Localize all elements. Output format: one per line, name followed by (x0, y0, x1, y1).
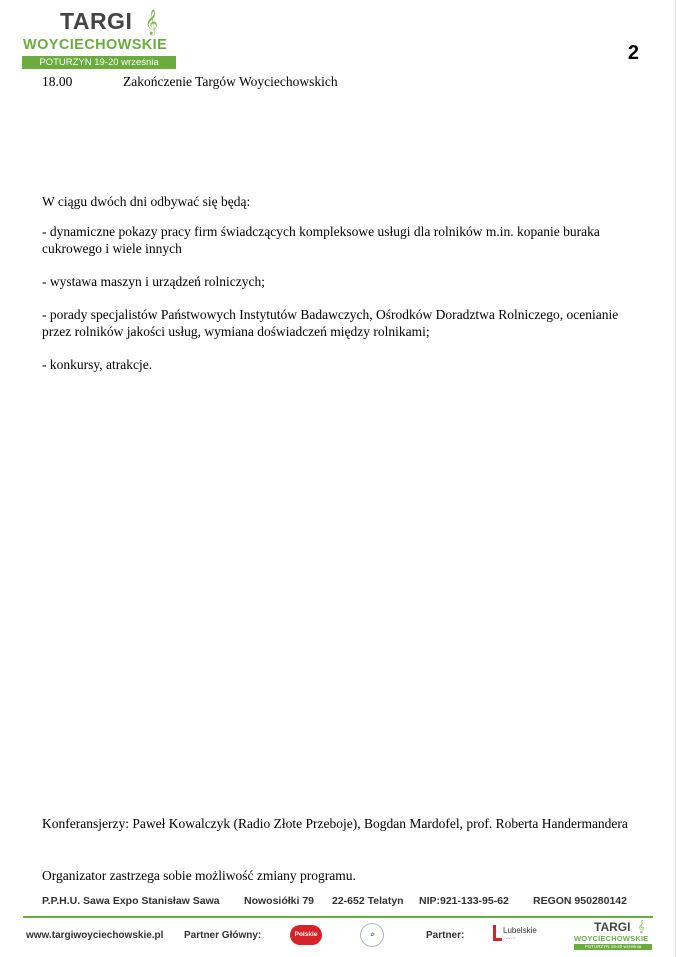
lubelskie-logo-mark (493, 925, 502, 941)
list-item: - konkursy, atrakcje. (42, 357, 153, 372)
company-postal: 22-652 Telatyn (332, 895, 404, 907)
organizer-note: Organizator zastrzega sobie możliwość zmiany programu. (42, 868, 356, 883)
targi-footer-logo (574, 920, 654, 950)
list-item: - wystawa maszyn i urządzeń rolniczych; (42, 274, 266, 289)
footer-logo-subtitle: WOYCIECHOWSKIE (574, 934, 649, 943)
treble-clef-icon: 𝄞 (638, 920, 645, 933)
targi-logo (22, 8, 178, 70)
company-nip: NIP:921-133-95-62 (419, 895, 509, 907)
company-regon: REGON 950280142 (533, 895, 627, 907)
event-description (42, 193, 638, 389)
lubelskie-logo-text: Lubelskie (503, 926, 537, 935)
footer-divider (23, 916, 653, 918)
hosts-line: Konferansjerzy: Paweł Kowalczyk (Radio Złote Przeboje), Bogdan Mardofel, prof. Roberta Handermandera (42, 816, 628, 831)
lubelskie-logo-tagline: 〰〰 (505, 936, 516, 942)
treble-clef-icon: 𝄞 (145, 10, 159, 35)
page-number: 2 (627, 42, 639, 64)
partner-emblem-logo: ✿ (360, 923, 384, 947)
polskie-partner-logo: Polskie (290, 925, 322, 945)
schedule-row (42, 74, 338, 90)
partner-label: Partner: (426, 930, 465, 941)
main-partner-label: Partner Główny: (184, 930, 262, 941)
schedule-time: 18.00 (42, 74, 73, 89)
website-link[interactable]: www.targiwoyciechowskie.pl (26, 930, 164, 941)
intro-text: W ciągu dwóch dni odbywać się będą: (42, 194, 251, 209)
schedule-event: Zakończenie Targów Woyciechowskich (123, 74, 338, 89)
company-name: P.P.H.U. Sawa Expo Stanisław Sawa (42, 895, 220, 907)
list-item: - porady specjalistów Państwowych Instytutów Badawczych, Ośrodków Doradztwa Rolniczego, ocenianie przez rolników jakości usług, wymiana doświadczeń między rolnikami; (42, 307, 619, 339)
logo-title: TARGI (60, 8, 133, 34)
logo-band: POTURZYN 19-20 września (22, 56, 176, 69)
footer (0, 920, 676, 957)
footer-logo-band: POTURZYN 19-20 września (574, 944, 652, 950)
list-item: - dynamiczne pokazy pracy firm świadczących kompleksowe usługi dla rolników m.in. kopanie buraka cukrowego i wiele innych (42, 224, 600, 256)
logo-subtitle: WOYCIECHOWSKIE (23, 37, 168, 53)
footer-logo-title: TARGI (594, 920, 631, 934)
company-address: Nowosiółki 79 (244, 895, 315, 907)
